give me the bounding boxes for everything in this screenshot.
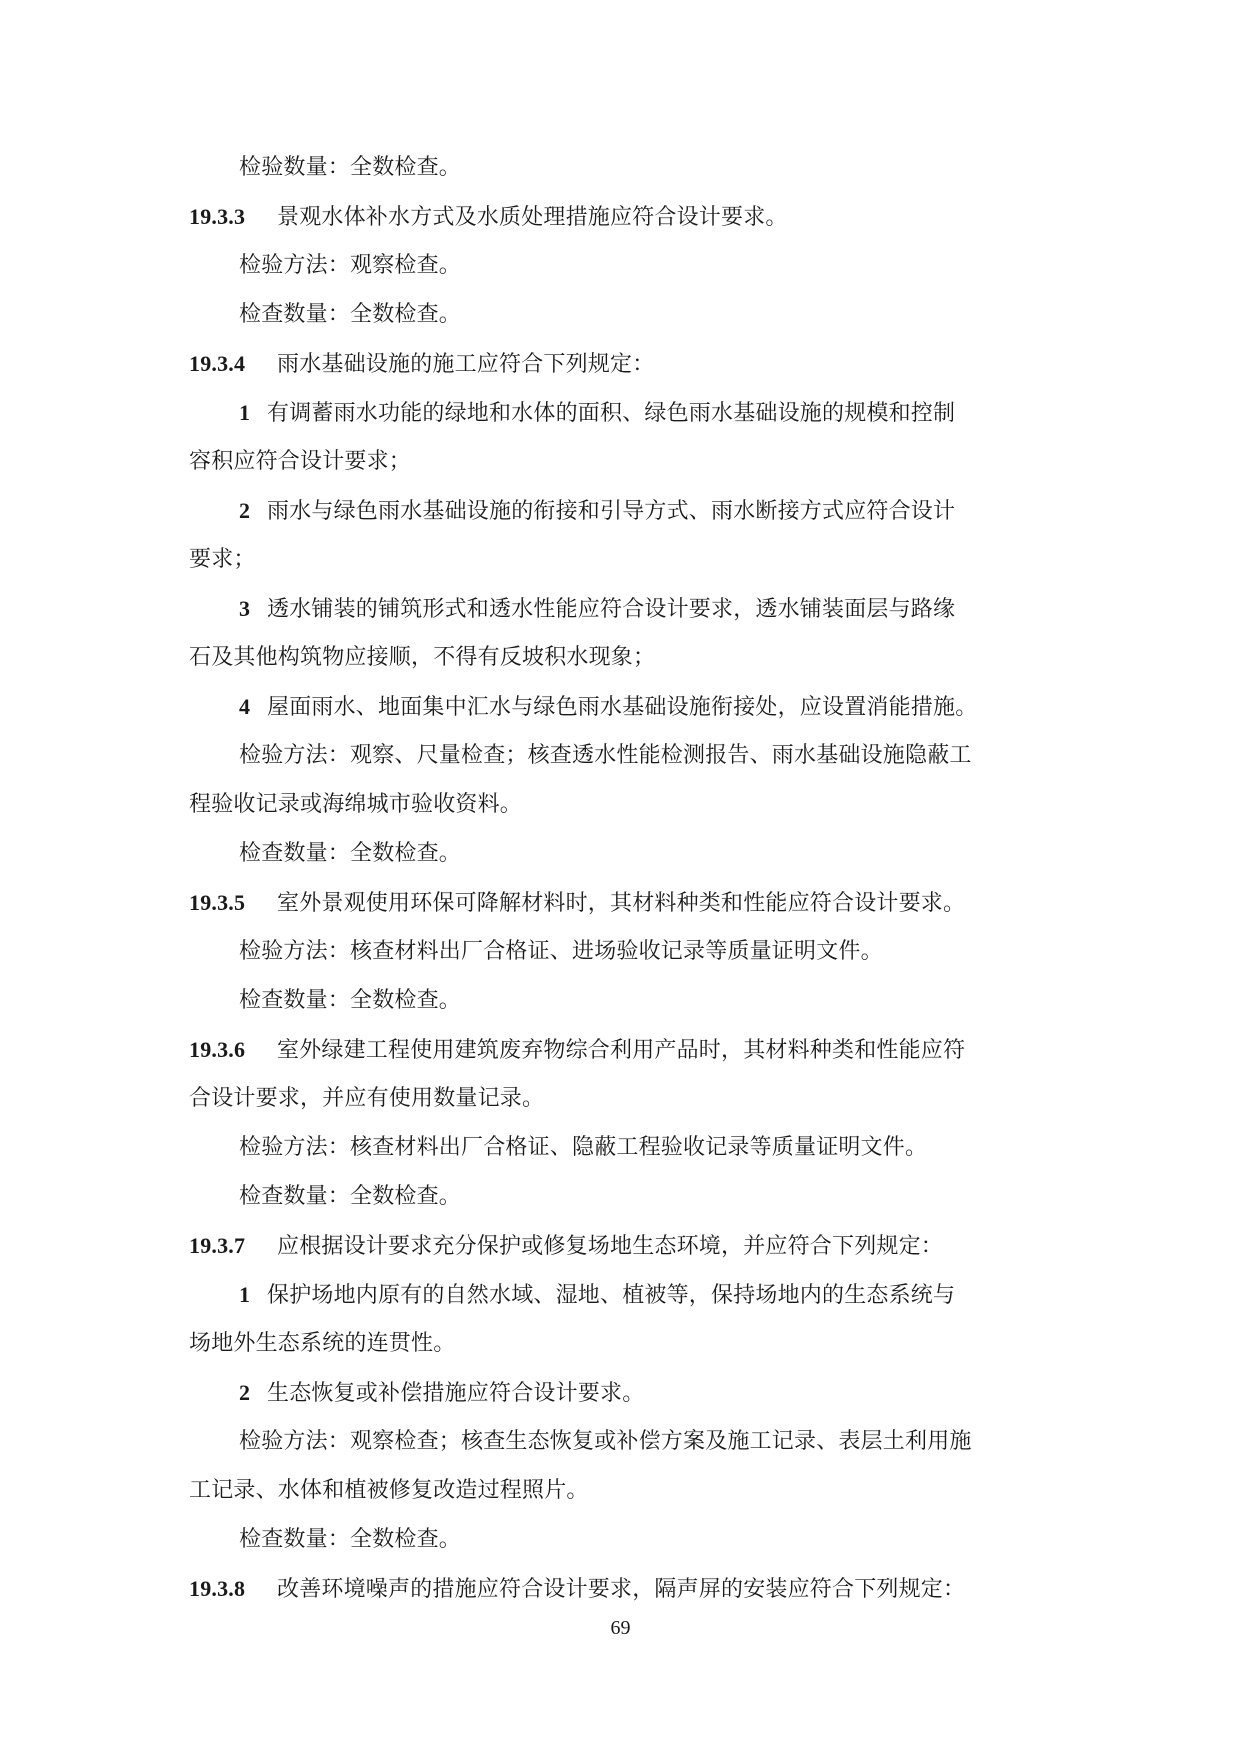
item-number: 2 bbox=[239, 498, 251, 523]
clause-line bbox=[189, 339, 1055, 388]
continuation-line: 程验收记录或海绵城市验收资料。 bbox=[189, 792, 523, 817]
paragraph-line: 检查数量：全数检查。 bbox=[239, 302, 462, 327]
paragraph-line: 检查数量：全数检查。 bbox=[239, 841, 462, 866]
paragraph-line: 检查数量：全数检查。 bbox=[239, 988, 462, 1013]
page-number: 69 bbox=[610, 1617, 631, 1639]
clause-line bbox=[189, 192, 1055, 241]
page-body bbox=[189, 143, 1055, 1613]
clause-number: 19.3.3 bbox=[189, 204, 246, 229]
item-text: 生态恢复或补偿措施应符合设计要求。 bbox=[267, 1381, 645, 1406]
continuation-line: 工记录、水体和植被修复改造过程照片。 bbox=[189, 1478, 589, 1503]
paragraph-line: 检查数量：全数检查。 bbox=[239, 1527, 462, 1552]
clause-text: 应根据设计要求充分保护或修复场地生态环境，并应符合下列规定： bbox=[277, 1234, 944, 1259]
item-number: 3 bbox=[239, 596, 251, 621]
item-text: 透水铺装的铺筑形式和透水性能应符合设计要求，透水铺装面层与路缘 bbox=[267, 597, 956, 622]
continuation-line: 石及其他构筑物应接顺，不得有反坡积水现象； bbox=[189, 645, 656, 670]
paragraph-line: 检验方法：核查材料出厂合格证、进场验收记录等质量证明文件。 bbox=[239, 939, 883, 964]
item-text: 雨水与绿色雨水基础设施的衔接和引导方式、雨水断接方式应符合设计 bbox=[267, 499, 956, 524]
clause-line bbox=[189, 1221, 1055, 1270]
item-text: 保护场地内原有的自然水域、湿地、植被等，保持场地内的生态系统与 bbox=[267, 1283, 956, 1308]
clause-text: 室外绿建工程使用建筑废弃物综合利用产品时，其材料种类和性能应符 bbox=[277, 1038, 966, 1063]
item-number: 2 bbox=[239, 1380, 251, 1405]
item-number: 1 bbox=[239, 400, 251, 425]
continuation-line: 合设计要求，并应有使用数量记录。 bbox=[189, 1086, 545, 1111]
clause-text: 改善环境噪声的措施应符合设计要求，隔声屏的安装应符合下列规定： bbox=[277, 1577, 966, 1602]
continuation-line: 要求； bbox=[189, 547, 256, 572]
item-number: 4 bbox=[239, 694, 251, 719]
clause-line bbox=[189, 878, 1055, 927]
clause-line bbox=[189, 1025, 1055, 1074]
item-text: 屋面雨水、地面集中汇水与绿色雨水基础设施衔接处，应设置消能措施。 bbox=[267, 695, 978, 720]
list-item bbox=[189, 388, 1055, 437]
clause-text: 景观水体补水方式及水质处理措施应符合设计要求。 bbox=[277, 205, 788, 230]
continuation-line: 场地外生态系统的连贯性。 bbox=[189, 1331, 456, 1356]
paragraph-line: 检验数量：全数检查。 bbox=[239, 155, 462, 180]
continuation-line: 容积应符合设计要求； bbox=[189, 449, 412, 474]
paragraph-line: 检验方法：核查材料出厂合格证、隐蔽工程验收记录等质量证明文件。 bbox=[239, 1135, 928, 1160]
paragraph-line: 检验方法：观察、尺量检查；核查透水性能检测报告、雨水基础设施隐蔽工 bbox=[239, 743, 972, 768]
list-item bbox=[189, 1270, 1055, 1319]
clause-text: 室外景观使用环保可降解材料时，其材料种类和性能应符合设计要求。 bbox=[277, 891, 966, 916]
clause-number: 19.3.7 bbox=[189, 1233, 246, 1258]
clause-number: 19.3.6 bbox=[189, 1037, 246, 1062]
clause-number: 19.3.5 bbox=[189, 890, 246, 915]
clause-number: 19.3.8 bbox=[189, 1576, 246, 1601]
list-item bbox=[189, 1368, 1055, 1417]
paragraph-line: 检查数量：全数检查。 bbox=[239, 1184, 462, 1209]
item-text: 有调蓄雨水功能的绿地和水体的面积、绿色雨水基础设施的规模和控制 bbox=[267, 401, 956, 426]
clause-line bbox=[189, 1564, 1055, 1613]
list-item bbox=[189, 486, 1055, 535]
item-number: 1 bbox=[239, 1282, 251, 1307]
clause-number: 19.3.4 bbox=[189, 351, 246, 376]
clause-text: 雨水基础设施的施工应符合下列规定： bbox=[277, 352, 655, 377]
list-item bbox=[189, 682, 1055, 731]
paragraph-line: 检验方法：观察检查。 bbox=[239, 253, 462, 278]
paragraph-line: 检验方法：观察检查；核查生态恢复或补偿方案及施工记录、表层土利用施 bbox=[239, 1429, 972, 1454]
list-item bbox=[189, 584, 1055, 633]
